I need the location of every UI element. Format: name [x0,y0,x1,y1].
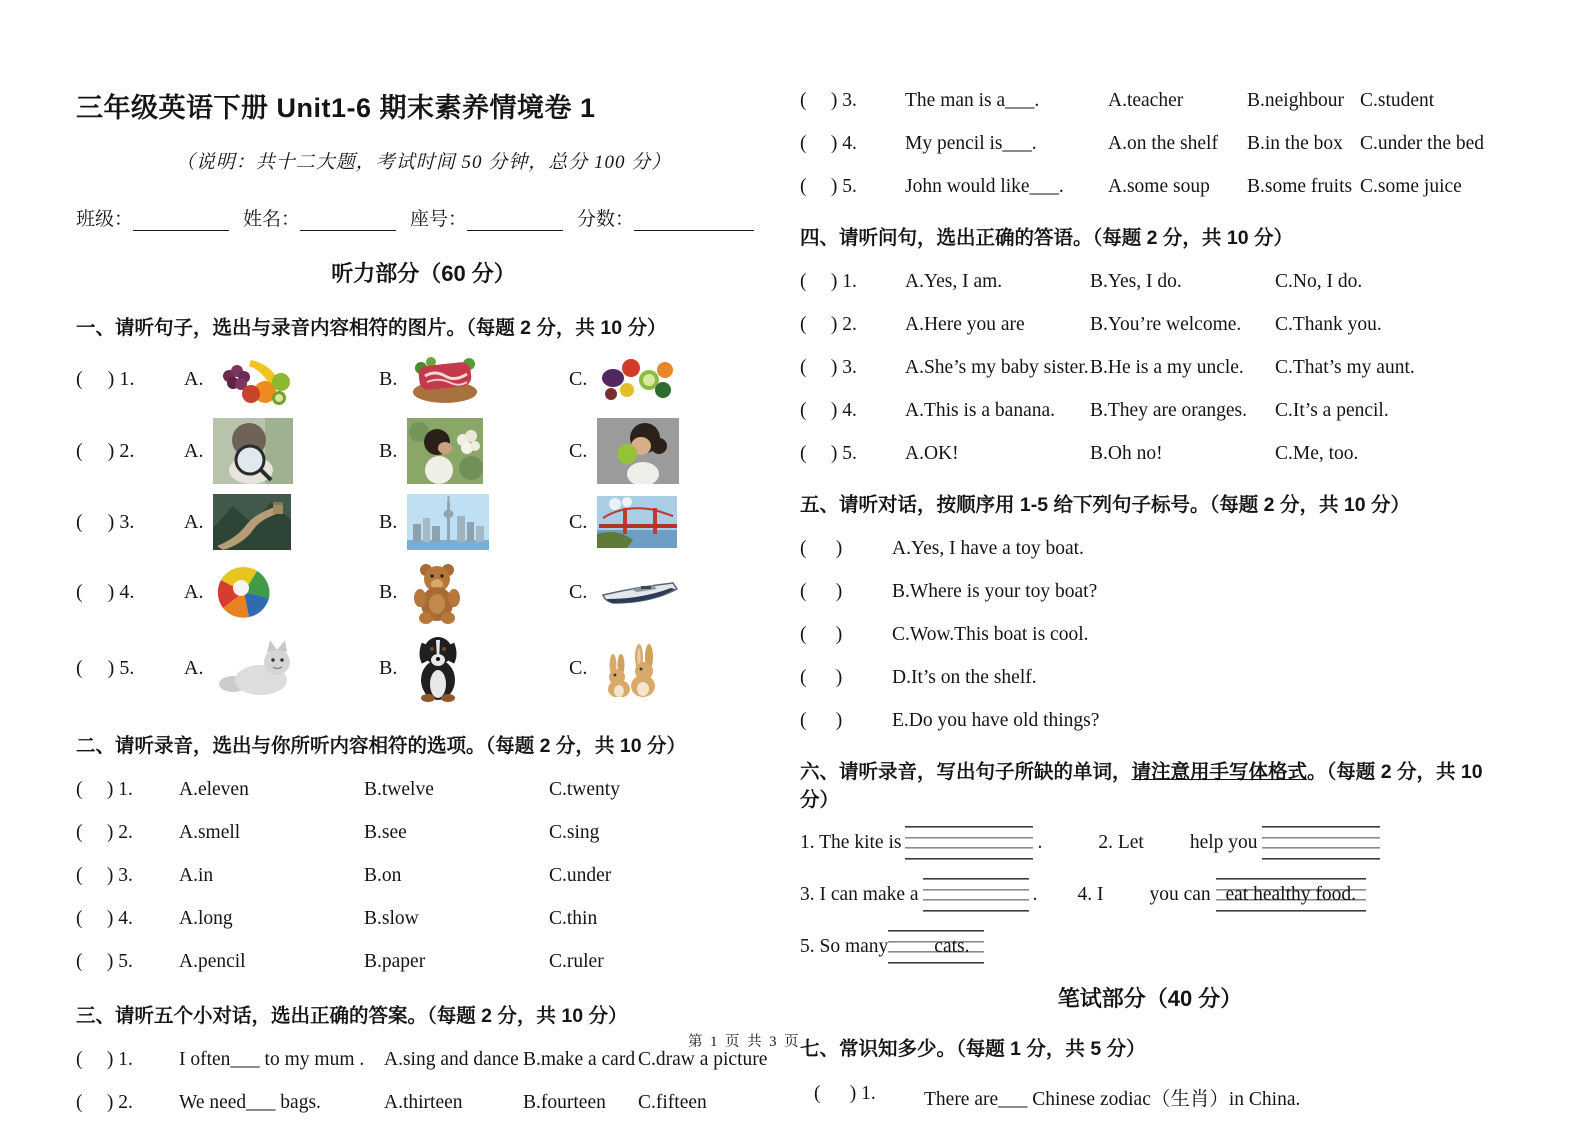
writing-guide-text: eat healthy food. [1216,878,1367,912]
option-c: C.under [549,865,612,886]
option-c: C.student [1360,90,1435,111]
sentence: help you [1189,832,1258,853]
option-a: A.long [179,908,233,929]
name-blank [300,211,396,231]
answer-bracket: ( ) 5. [76,951,133,972]
question-row [76,1092,771,1114]
student-info-row [76,204,771,231]
option-letter: A. [184,367,204,390]
option-a: A.on the shelf [1108,133,1218,154]
question-row [800,271,1500,293]
question-stem: John would like___. [905,176,1064,197]
answer-bracket: ( ) 4. [800,400,857,421]
sentence: D.It’s on the shelf. [892,667,1037,688]
question-row [800,710,1500,732]
answer-bracket: ( ) 4. [76,908,133,929]
score-blank [634,211,754,231]
question-row [800,581,1500,603]
answer-bracket: ( ) 1. [800,271,857,292]
speedboat-image [597,573,681,611]
answer-bracket: ( ) 5. [800,443,857,464]
question-row [76,560,771,624]
option-letter: B. [379,656,398,679]
seat-field-label: 座号： [410,209,468,230]
answer-bracket: ( ) 4. [800,133,857,154]
sentence: 1. The kite is [800,832,902,853]
seat-blank [467,211,563,231]
answer-bracket: ( ) 3. [76,510,135,533]
teddy-bear-image [407,560,467,624]
question-row [800,357,1500,379]
boy-magnifier-image [213,418,293,484]
handwriting-notice: 请注意用手写体格式 [1131,761,1308,783]
answer-bracket: ( ) [800,624,843,645]
writing-part-heading: 笔试部分（40 分） [1057,986,1243,1011]
sentence: . [1037,832,1043,853]
answer-bracket: ( ) 5. [76,656,135,679]
sentence: 4. I [1077,884,1104,905]
option-a: A.thirteen [384,1092,463,1113]
answer-bracket: ( ) 2. [76,1092,133,1113]
option-b: B.paper [364,951,426,972]
question-row [76,494,771,550]
answer-bracket: ( ) [800,667,843,688]
question-row [76,1049,771,1071]
question-row [800,400,1500,422]
page-title: 三年级英语下册 Unit1-6 期末素养情境卷 1 [76,93,596,123]
option-c: C.No, I do. [1275,271,1363,292]
question-row [800,133,1500,155]
option-letter: B. [379,439,398,462]
question-stem: We need___ bags. [179,1092,321,1113]
great-wall-image [213,494,291,550]
sentence: C.Wow.This boat is cool. [892,624,1089,645]
option-b: B.see [364,822,407,843]
listening-part-heading: 听力部分（60 分） [331,261,516,286]
option-b: B.They are oranges. [1090,400,1248,421]
option-letter: A. [184,656,204,679]
option-letter: C. [569,439,588,462]
option-letter: C. [569,367,588,390]
answer-bracket: ( ) 1. [76,367,135,390]
sentence: E.Do you have old things? [892,710,1100,731]
question-row [76,418,771,484]
section6-heading-pre: 六、请听录音，写出句子所缺的单词， [800,761,1132,783]
question-row [76,908,771,930]
option-a: A.sing and dance [384,1049,519,1070]
sentence: . [1032,884,1038,905]
option-letter: C. [569,510,588,533]
option-c: C.Thank you. [1275,314,1382,335]
girl-apple-image [597,418,679,484]
option-a: A.pencil [179,951,246,972]
question-row [76,865,771,887]
option-a: A.OK! [905,443,959,464]
name-field-label: 姓名： [243,209,301,230]
answer-bracket: ( ) 3. [800,357,857,378]
left-column [76,86,771,1114]
option-c: C.some juice [1360,176,1462,197]
question-row [76,951,771,973]
option-letter: B. [379,510,398,533]
cat-image [213,638,299,698]
sentence: 2. Let [1098,832,1144,853]
question-row [800,1083,1500,1111]
option-a: A.teacher [1108,90,1184,111]
right-column [800,90,1500,1111]
class-blank [133,211,229,231]
answer-bracket: ( ) 4. [76,580,135,603]
question-row [800,90,1500,112]
question-row [800,314,1500,336]
option-b: B.some fruits [1247,176,1353,197]
class-field-label: 班级： [76,209,134,230]
option-c: C.It’s a pencil. [1275,400,1389,421]
option-a: A.This is a banana. [905,400,1056,421]
option-a: A.eleven [179,779,249,800]
fill-line [800,926,1500,968]
girl-flowers-image [407,418,483,484]
section1-heading: 一、请听句子，选出与录音内容相符的图片。（每题 2 分，共 10 分） [76,317,667,339]
option-letter: A. [184,510,204,533]
sentence: A.Yes, I have a toy boat. [892,538,1084,559]
question-row [76,350,771,408]
option-a: A.Yes, I am. [905,271,1003,292]
section3-heading: 三、请听五个小对话，选出正确的答案。（每题 2 分，共 10 分） [76,1005,628,1027]
option-c: C.sing [549,822,600,843]
option-c: C.draw a picture [638,1049,768,1070]
option-a: A.Here you are [905,314,1025,335]
answer-bracket: ( ) 5. [800,176,857,197]
vegetables-image [597,354,681,404]
sentence: 3. I can make a [800,884,919,905]
rabbits-image [597,639,661,697]
section6-heading [800,756,1500,812]
option-a: A.some soup [1108,176,1210,197]
option-c: C.ruler [549,951,604,972]
option-letter: B. [379,367,398,390]
option-b: B.Yes, I do. [1090,271,1182,292]
section5-heading: 五、请听对话，按顺序用 1-5 给下列句子标号。（每题 2 分，共 10 分） [800,494,1410,516]
answer-bracket: ( ) 1. [76,1049,133,1070]
sentence: you can [1149,884,1211,905]
question-row [800,176,1500,198]
toronto-skyline-image [407,494,489,550]
question-row [76,822,771,844]
option-b: B.Oh no! [1090,443,1163,464]
question-stem: My pencil is___. [905,133,1037,154]
section7-heading: 七、常识知多少。（每题 1 分，共 5 分） [800,1038,1146,1060]
section6-heading-post: 。（每题 2 分，共 10 分） [800,761,1483,811]
option-c: C.fifteen [638,1092,707,1113]
answer-bracket: ( ) 1. [814,1083,876,1104]
answer-bracket: ( ) [800,581,843,602]
dog-image [407,634,469,702]
option-b: B.twelve [364,779,434,800]
writing-guide-blank [1262,826,1380,860]
option-b: B.He is a my uncle. [1090,357,1244,378]
option-c: C.under the bed [1360,133,1485,154]
question-row [76,779,771,801]
option-letter: C. [569,656,588,679]
sentence: There are___ Chinese zodiac（生肖）in China. [924,1089,1301,1110]
score-field-label: 分数： [577,209,635,230]
option-a: A.smell [179,822,241,843]
option-c: C.thin [549,908,598,929]
answer-bracket: ( ) [800,538,843,559]
page-number-footer: 第 1 页 共 3 页 [688,1034,801,1050]
option-b: B.in the box [1247,133,1343,154]
option-a: A.in [179,865,214,886]
section4-heading: 四、请听问句，选出正确的答语。（每题 2 分，共 10 分） [800,227,1293,249]
question-row [76,634,771,702]
meat-image [407,352,483,406]
option-b: B.fourteen [523,1092,606,1113]
option-b: B.slow [364,908,419,929]
option-c: C.That’s my aunt. [1275,357,1415,378]
fill-line [800,822,1500,864]
answer-bracket: ( ) [800,710,843,731]
answer-bracket: ( ) 3. [800,90,857,111]
option-letter: A. [184,439,204,462]
answer-bracket: ( ) 2. [76,822,133,843]
question-row [800,667,1500,689]
option-b: B.make a card [523,1049,636,1070]
option-c: C.Me, too. [1275,443,1359,464]
writing-guide-text: cats. [888,930,983,964]
question-stem: I often___ to my mum . [179,1049,365,1070]
question-row [800,538,1500,560]
sentence: B.Where is your toy boat? [892,581,1098,602]
question-row [800,443,1500,465]
golden-gate-image [597,496,677,548]
fruits-image [213,350,297,408]
answer-bracket: ( ) 2. [76,439,135,462]
answer-bracket: ( ) 2. [800,314,857,335]
option-b: B.neighbour [1247,90,1344,111]
sentence: 5. So many [800,936,889,957]
fill-line [800,874,1500,916]
section2-heading: 二、请听录音，选出与你所听内容相符的选项。（每题 2 分，共 10 分） [76,735,686,757]
option-b: B.on [364,865,402,886]
option-letter: C. [569,580,588,603]
option-letter: A. [184,580,204,603]
writing-guide-blank [905,826,1033,860]
question-row [800,624,1500,646]
writing-guide-blank [923,878,1029,912]
answer-bracket: ( ) 1. [76,779,133,800]
option-c: C.twenty [549,779,620,800]
answer-bracket: ( ) 3. [76,865,133,886]
exam-note: （说明：共十二大题，考试时间 50 分钟，总分 100 分） [175,152,672,173]
question-stem: The man is a___. [905,90,1040,111]
option-a: A.She’s my baby sister. [905,357,1089,378]
beach-ball-image [213,562,275,622]
option-letter: B. [379,580,398,603]
option-b: B.You’re welcome. [1090,314,1242,335]
